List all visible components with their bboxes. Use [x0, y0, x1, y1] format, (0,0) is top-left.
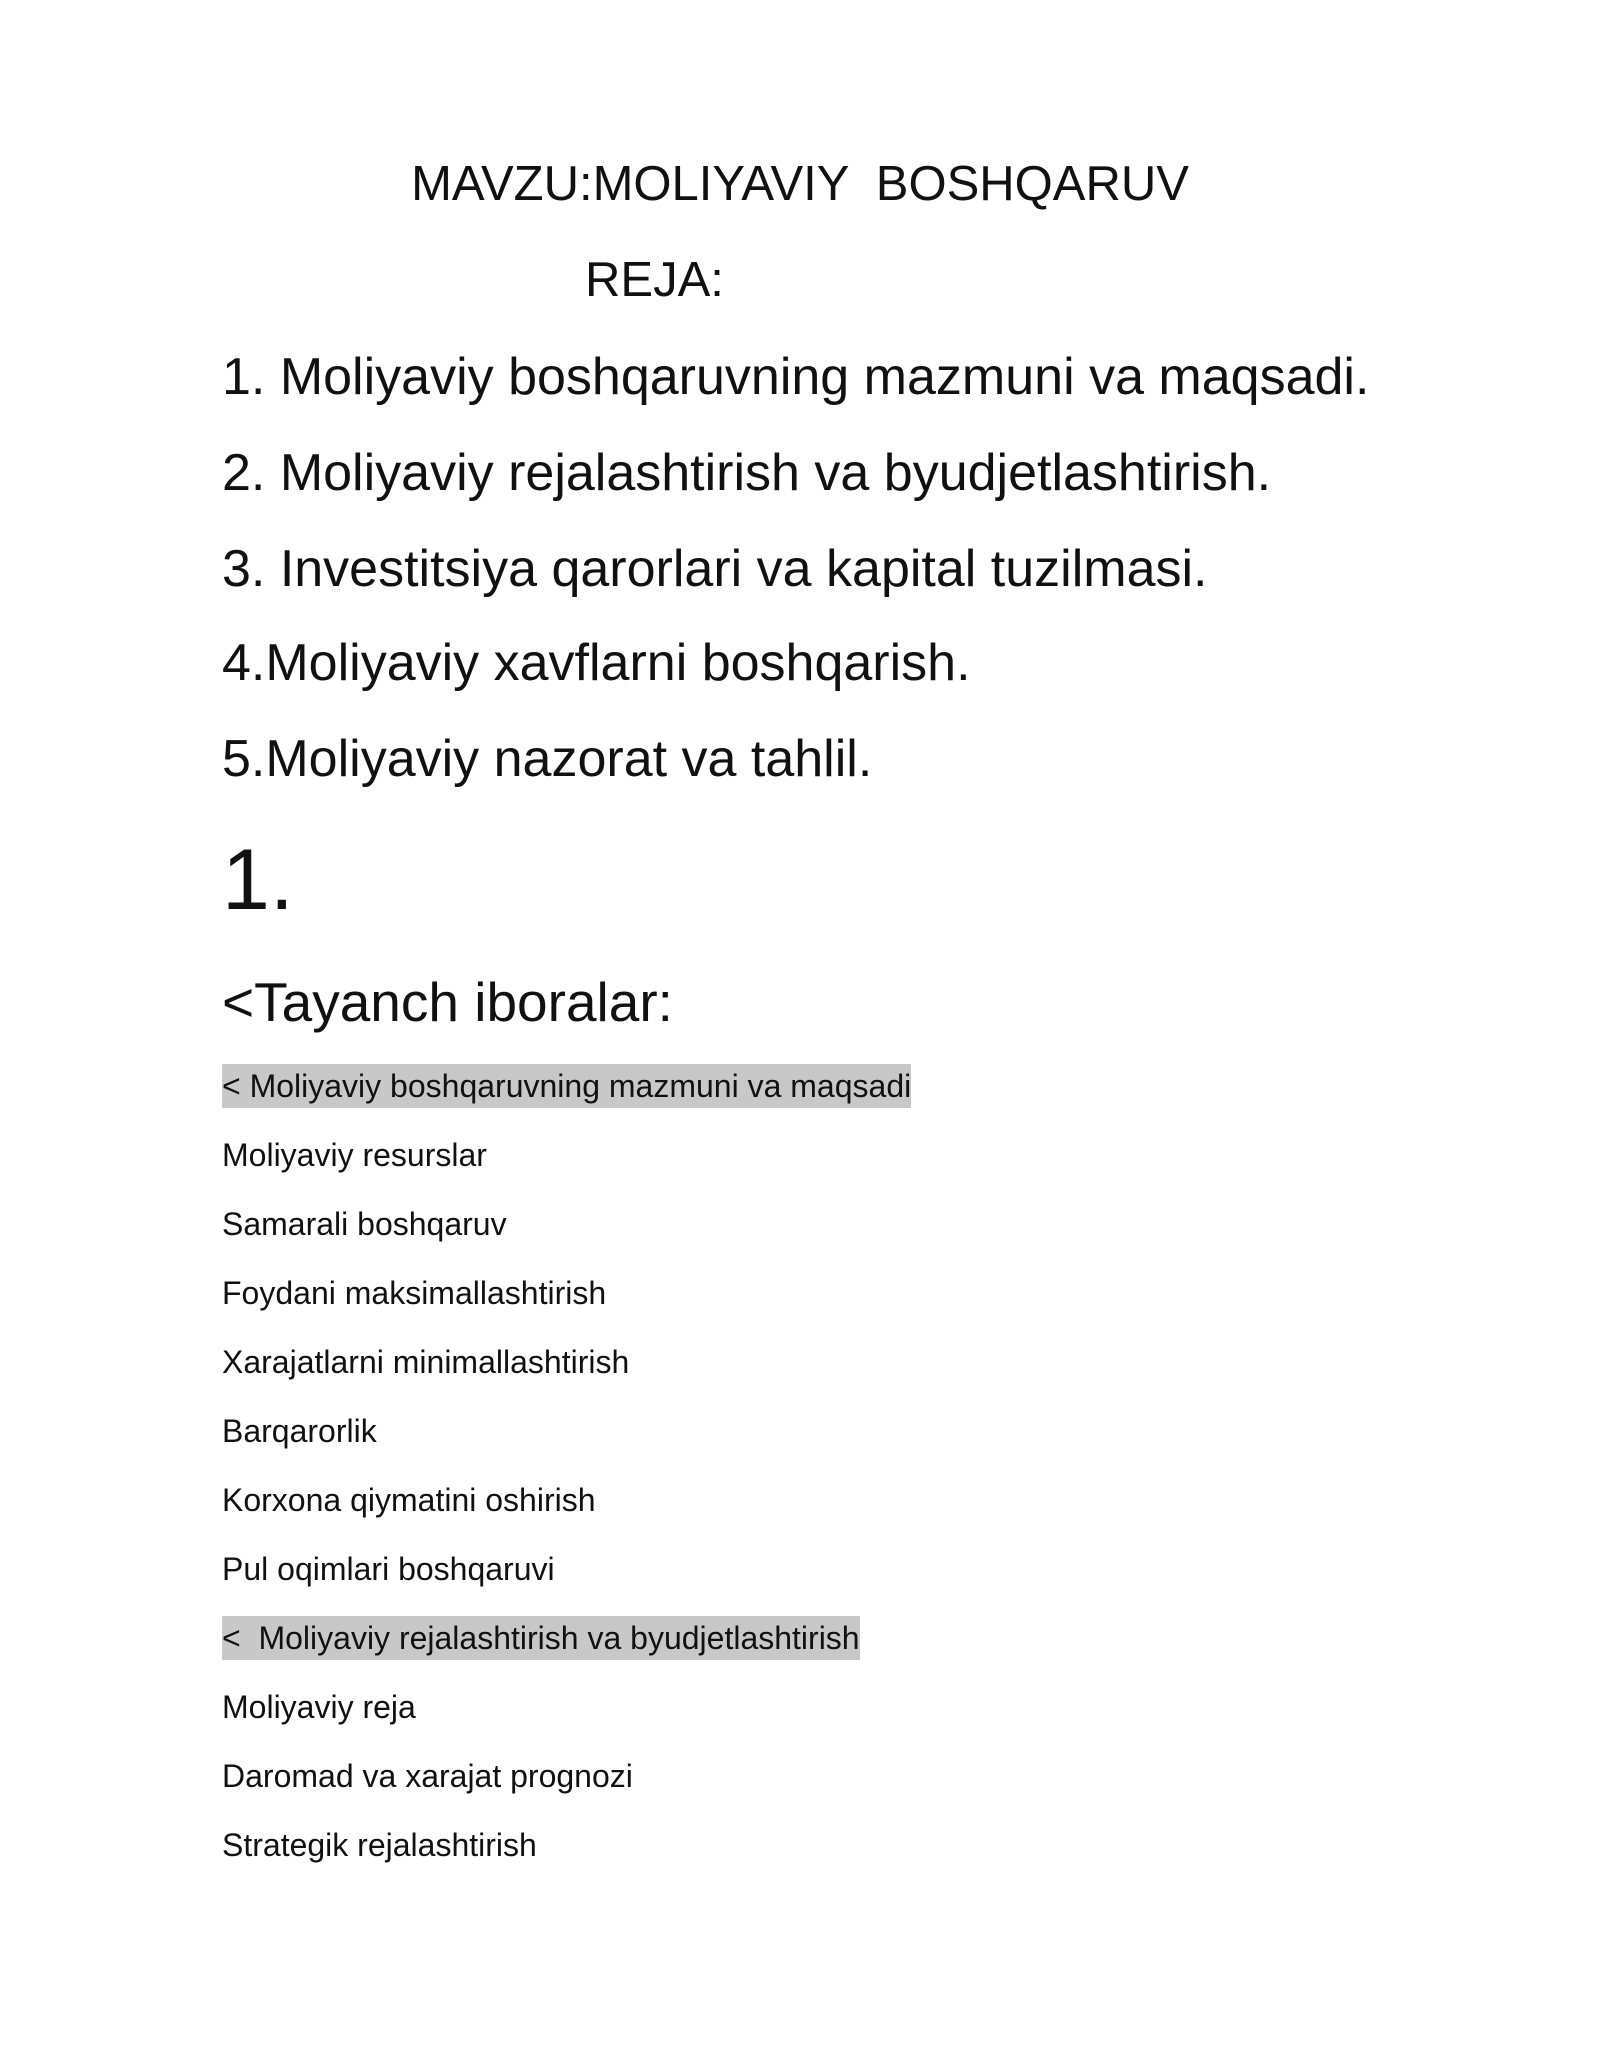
document-title: MAVZU:MOLIYAVIY BOSHQARUV: [411, 157, 1189, 211]
key-term: Moliyaviy resurslar: [222, 1137, 487, 1173]
plan-item-2: 2. Moliyaviy rejalashtirish va byudjetlashtirish.: [222, 444, 1272, 502]
key-term: Xarajatlarni minimallashtirish: [222, 1344, 630, 1380]
key-term: Daromad va xarajat prognozi: [222, 1758, 633, 1794]
key-term-highlighted: < Moliyaviy boshqaruvning mazmuni va maqsadi: [222, 1064, 911, 1108]
plan-heading: REJA:: [585, 253, 724, 307]
key-term: Korxona qiymatini oshirish: [222, 1482, 596, 1518]
plan-item-1: 1. Moliyaviy boshqaruvning mazmuni va maqsadi.: [222, 348, 1370, 406]
key-term: Barqarorlik: [222, 1413, 377, 1449]
key-terms-heading: <Tayanch iboralar:: [222, 971, 673, 1033]
key-term: Samarali boshqaruv: [222, 1206, 507, 1242]
section-number: 1.: [222, 832, 294, 928]
key-term: Pul oqimlari boshqaruvi: [222, 1551, 555, 1587]
key-term: Foydani maksimallashtirish: [222, 1275, 607, 1311]
key-term-highlighted: < Moliyaviy rejalashtirish va byudjetlashtirish: [222, 1616, 860, 1660]
plan-item-5: 5.Moliyaviy nazorat va tahlil.: [222, 730, 873, 788]
key-term: Strategik rejalashtirish: [222, 1827, 537, 1863]
plan-item-3: 3. Investitsiya qarorlari va kapital tuzilmasi.: [222, 540, 1208, 598]
plan-item-4: 4.Moliyaviy xavflarni boshqarish.: [222, 634, 971, 692]
key-term: Moliyaviy reja: [222, 1689, 416, 1725]
